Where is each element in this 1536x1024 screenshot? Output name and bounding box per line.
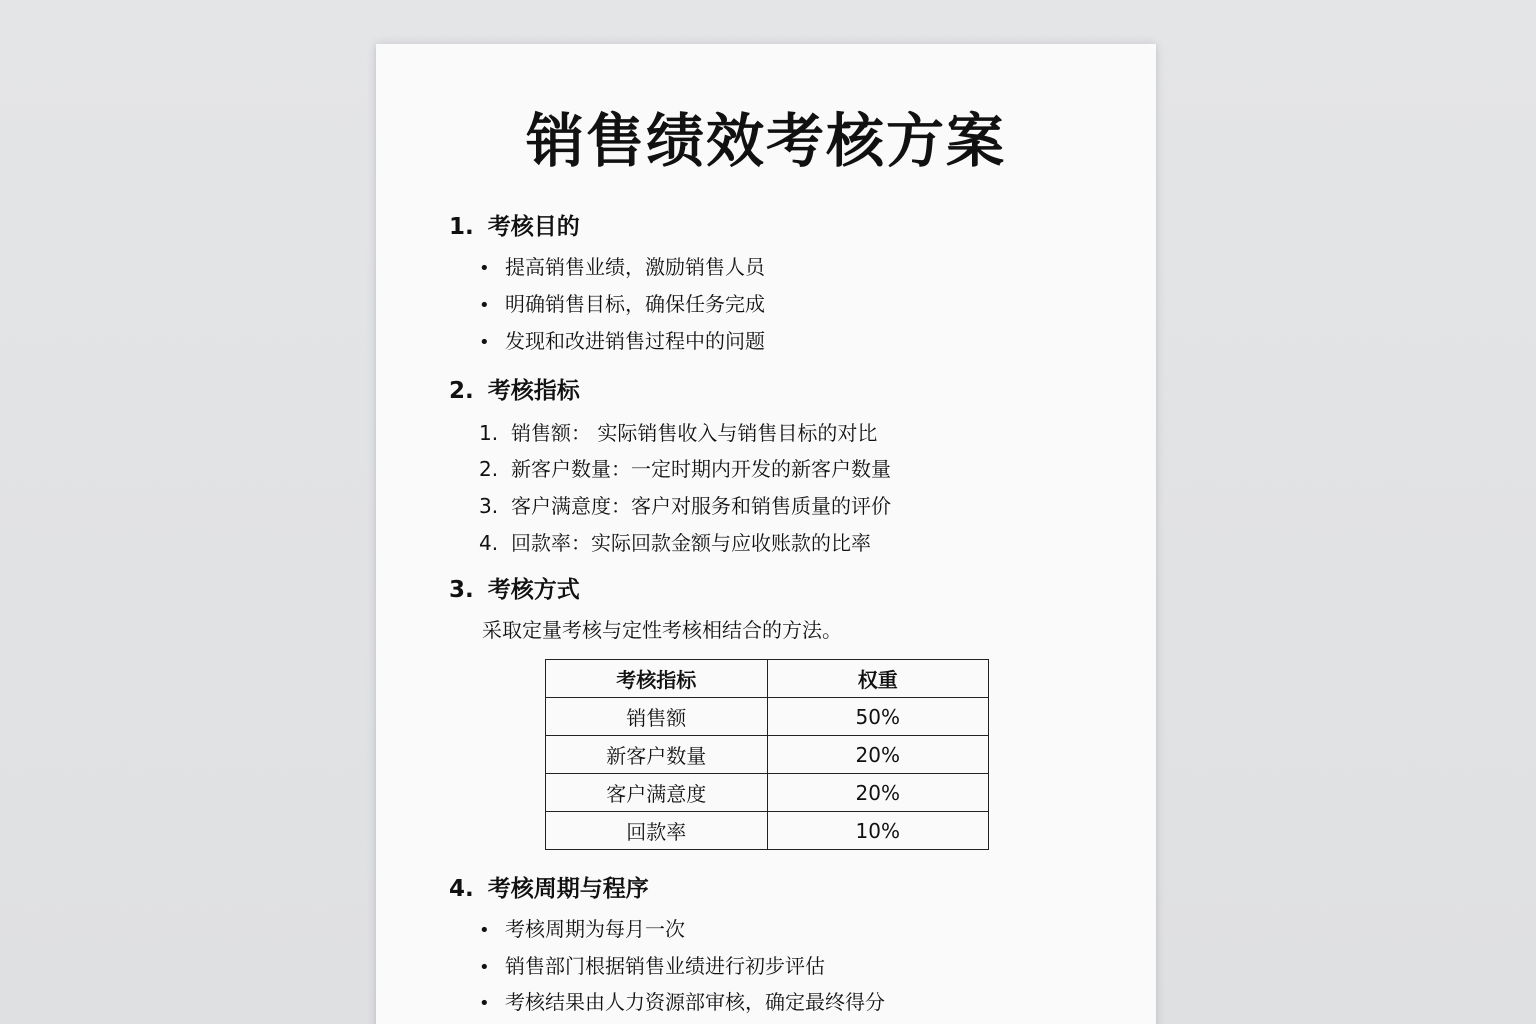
section-heading-purpose [449, 212, 580, 242]
table-cell: 50% [767, 698, 989, 736]
ordered-item [479, 492, 891, 520]
bullet-dot-icon: • [479, 258, 490, 279]
list-item-text: 销售部门根据销售业绩进行初步评估 [505, 954, 825, 978]
section-heading-cycle [449, 874, 649, 904]
table-row [546, 698, 989, 736]
section-heading-method [449, 575, 580, 605]
table-row [546, 774, 989, 812]
table-header-row [546, 660, 989, 698]
table-cell: 20% [767, 774, 989, 812]
list-item-text: 考核结果由人力资源部审核，确定最终得分 [505, 990, 885, 1014]
ordered-item-text: 客户满意度：客户对服务和销售质量的评价 [511, 494, 891, 518]
ordered-item [479, 455, 891, 483]
weights-table [545, 659, 989, 850]
section-number: 2. [449, 378, 474, 404]
list-item [479, 253, 765, 283]
table-cell: 客户满意度 [546, 774, 768, 812]
list-item [479, 290, 765, 320]
section-number: 1. [449, 214, 474, 240]
list-item [479, 988, 885, 1018]
list-item-text: 提高销售业绩，激励销售人员 [505, 255, 765, 279]
table-header-cell: 考核指标 [546, 660, 768, 698]
section-number: 4. [449, 876, 474, 902]
table-row [546, 736, 989, 774]
ordered-item-text: 销售额： 实际销售收入与销售目标的对比 [511, 421, 878, 445]
section-title: 考核指标 [487, 378, 580, 404]
list-item-text: 明确销售目标，确保任务完成 [505, 292, 765, 316]
list-item [479, 915, 685, 945]
list-item-text: 发现和改进销售过程中的问题 [505, 329, 765, 353]
section-number: 3. [449, 577, 474, 603]
document-page [376, 44, 1156, 1024]
ordered-item [479, 529, 871, 557]
ordered-item-text: 新客户数量：一定时期内开发的新客户数量 [511, 457, 891, 481]
section-title: 考核周期与程序 [487, 876, 649, 902]
bullet-dot-icon: • [479, 993, 490, 1014]
ordered-item-number: 3. [479, 494, 499, 518]
section-title: 考核方式 [487, 577, 580, 603]
table-header-cell: 权重 [767, 660, 989, 698]
list-item-text: 考核周期为每月一次 [505, 917, 685, 941]
ordered-item [479, 419, 877, 447]
bullet-dot-icon: • [479, 920, 490, 941]
bullet-dot-icon: • [479, 957, 490, 978]
list-item [479, 952, 825, 982]
ordered-item-number: 1. [479, 421, 499, 445]
ordered-item-text: 回款率：实际回款金额与应收账款的比率 [511, 531, 871, 555]
table-row [546, 812, 989, 850]
section-heading-indicators [449, 376, 580, 406]
list-item [479, 327, 765, 357]
table-cell: 10% [767, 812, 989, 850]
table-cell: 销售额 [546, 698, 768, 736]
table-cell: 回款率 [546, 812, 768, 850]
table-cell: 新客户数量 [546, 736, 768, 774]
document-title: 销售绩效考核方案 [525, 107, 1006, 175]
bullet-dot-icon: • [479, 332, 490, 353]
bullet-dot-icon: • [479, 295, 490, 316]
method-paragraph: 采取定量考核与定性考核相结合的方法。 [482, 618, 842, 642]
ordered-item-number: 2. [479, 457, 499, 481]
section-title: 考核目的 [487, 214, 580, 240]
ordered-item-number: 4. [479, 531, 499, 555]
table-cell: 20% [767, 736, 989, 774]
